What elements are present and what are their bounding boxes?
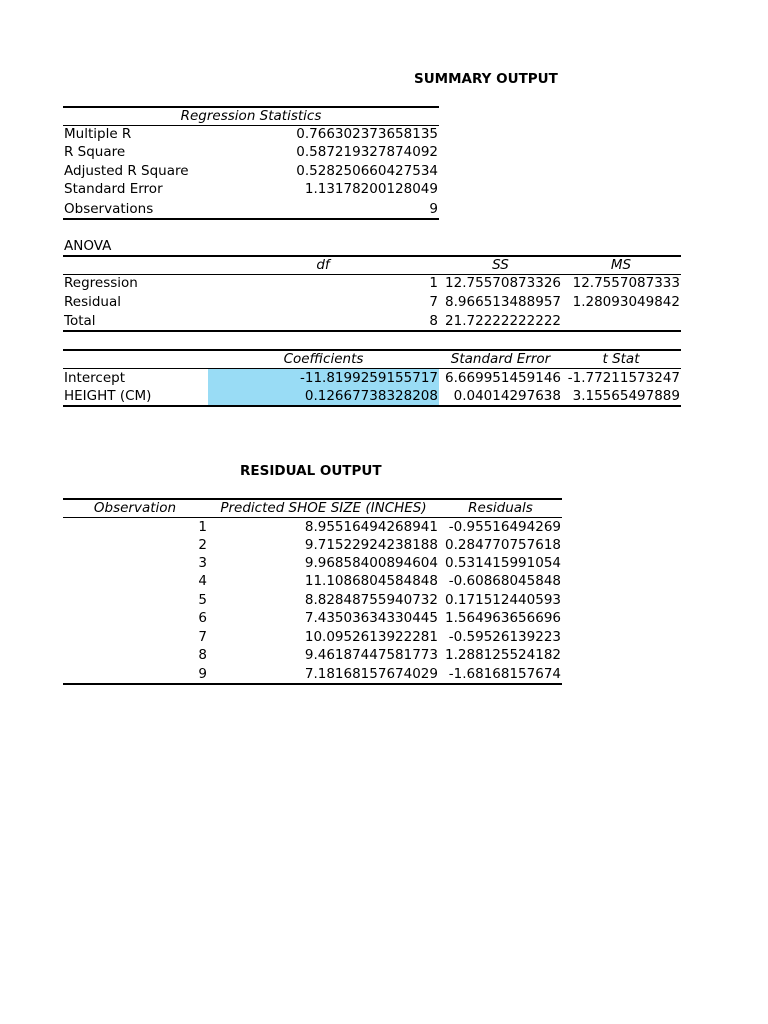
residual-value: -0.95516494269 xyxy=(448,519,561,535)
stat-label: Adjusted R Square xyxy=(64,163,189,179)
coef-t-stat: 3.15565497889 xyxy=(572,388,680,404)
anova-df: 7 xyxy=(429,294,438,310)
residual-header-predicted: Predicted SHOE SIZE (INCHES) xyxy=(220,500,427,516)
table-rule xyxy=(63,683,562,685)
residual-value: -1.68168157674 xyxy=(448,666,561,682)
coef-header-coefficients: Coefficients xyxy=(283,351,364,367)
residual-value: 0.531415991054 xyxy=(445,555,561,571)
coef-value: 0.12667738328208 xyxy=(304,388,438,404)
residual-value: 0.284770757618 xyxy=(445,537,561,553)
residual-observation: 4 xyxy=(198,573,207,589)
residual-value: 1.564963656696 xyxy=(445,610,561,626)
coef-t-stat: -1.77211573247 xyxy=(567,370,680,386)
coef-header-t-stat: t Stat xyxy=(602,351,640,367)
stat-label: Multiple R xyxy=(64,126,132,142)
residual-predicted: 9.96858400894604 xyxy=(304,555,438,571)
residual-observation: 9 xyxy=(198,666,207,682)
stat-value: 0.587219327874092 xyxy=(296,144,438,160)
residual-header-residuals: Residuals xyxy=(468,500,533,516)
stat-label: R Square xyxy=(64,144,126,160)
anova-label: ANOVA xyxy=(64,238,112,254)
residual-observation: 6 xyxy=(198,610,207,626)
residual-observation: 1 xyxy=(198,519,207,535)
residual-output-title: RESIDUAL OUTPUT xyxy=(240,463,382,479)
stat-value: 1.13178200128049 xyxy=(304,181,438,197)
residual-predicted: 9.46187447581773 xyxy=(304,647,438,663)
anova-df: 8 xyxy=(429,313,438,329)
summary-output-title: SUMMARY OUTPUT xyxy=(414,71,558,87)
coef-row-label: HEIGHT (CM) xyxy=(64,388,152,404)
stat-value: 0.528250660427534 xyxy=(296,163,438,179)
residual-observation: 5 xyxy=(198,592,207,608)
residual-header-observation: Observation xyxy=(93,500,177,516)
residual-predicted: 11.1086804584848 xyxy=(304,573,438,589)
residual-predicted: 8.82848755940732 xyxy=(304,592,438,608)
anova-header-df: df xyxy=(316,257,330,273)
anova-ms: 12.7557087333 xyxy=(572,275,680,291)
anova-row-label: Total xyxy=(64,313,96,329)
anova-ss: 12.75570873326 xyxy=(445,275,561,291)
stat-value: 9 xyxy=(429,201,438,217)
residual-value: -0.59526139223 xyxy=(448,629,561,645)
coef-header-standard-error: Standard Error xyxy=(450,351,551,367)
coef-standard-error: 6.669951459146 xyxy=(445,370,561,386)
residual-value: 1.288125524182 xyxy=(445,647,561,663)
anova-row-label: Residual xyxy=(64,294,122,310)
residual-predicted: 10.0952613922281 xyxy=(304,629,438,645)
residual-observation: 3 xyxy=(198,555,207,571)
anova-header-ss: SS xyxy=(492,257,509,273)
stat-value: 0.766302373658135 xyxy=(296,126,438,142)
residual-predicted: 7.18168157674029 xyxy=(304,666,438,682)
table-rule xyxy=(63,405,681,407)
coef-standard-error: 0.04014297638 xyxy=(453,388,561,404)
residual-observation: 8 xyxy=(198,647,207,663)
table-rule xyxy=(63,218,439,220)
residual-predicted: 7.43503634330445 xyxy=(304,610,438,626)
coef-value: -11.8199259155717 xyxy=(300,370,438,386)
anova-df: 1 xyxy=(429,275,438,291)
residual-predicted: 9.71522924238188 xyxy=(304,537,438,553)
anova-header-ms: MS xyxy=(610,257,632,273)
coef-row-label: Intercept xyxy=(64,370,125,386)
anova-ms: 1.28093049842 xyxy=(572,294,680,310)
anova-ss: 21.72222222222 xyxy=(445,313,561,329)
residual-observation: 7 xyxy=(198,629,207,645)
residual-observation: 2 xyxy=(198,537,207,553)
residual-value: -0.60868045848 xyxy=(448,573,561,589)
stat-label: Standard Error xyxy=(64,181,163,197)
residual-predicted: 8.95516494268941 xyxy=(304,519,438,535)
anova-ss: 8.966513488957 xyxy=(445,294,561,310)
regression-statistics-header: Regression Statistics xyxy=(180,108,322,124)
table-rule xyxy=(63,330,681,332)
residual-value: 0.171512440593 xyxy=(445,592,561,608)
stat-label: Observations xyxy=(64,201,154,217)
anova-row-label: Regression xyxy=(64,275,138,291)
